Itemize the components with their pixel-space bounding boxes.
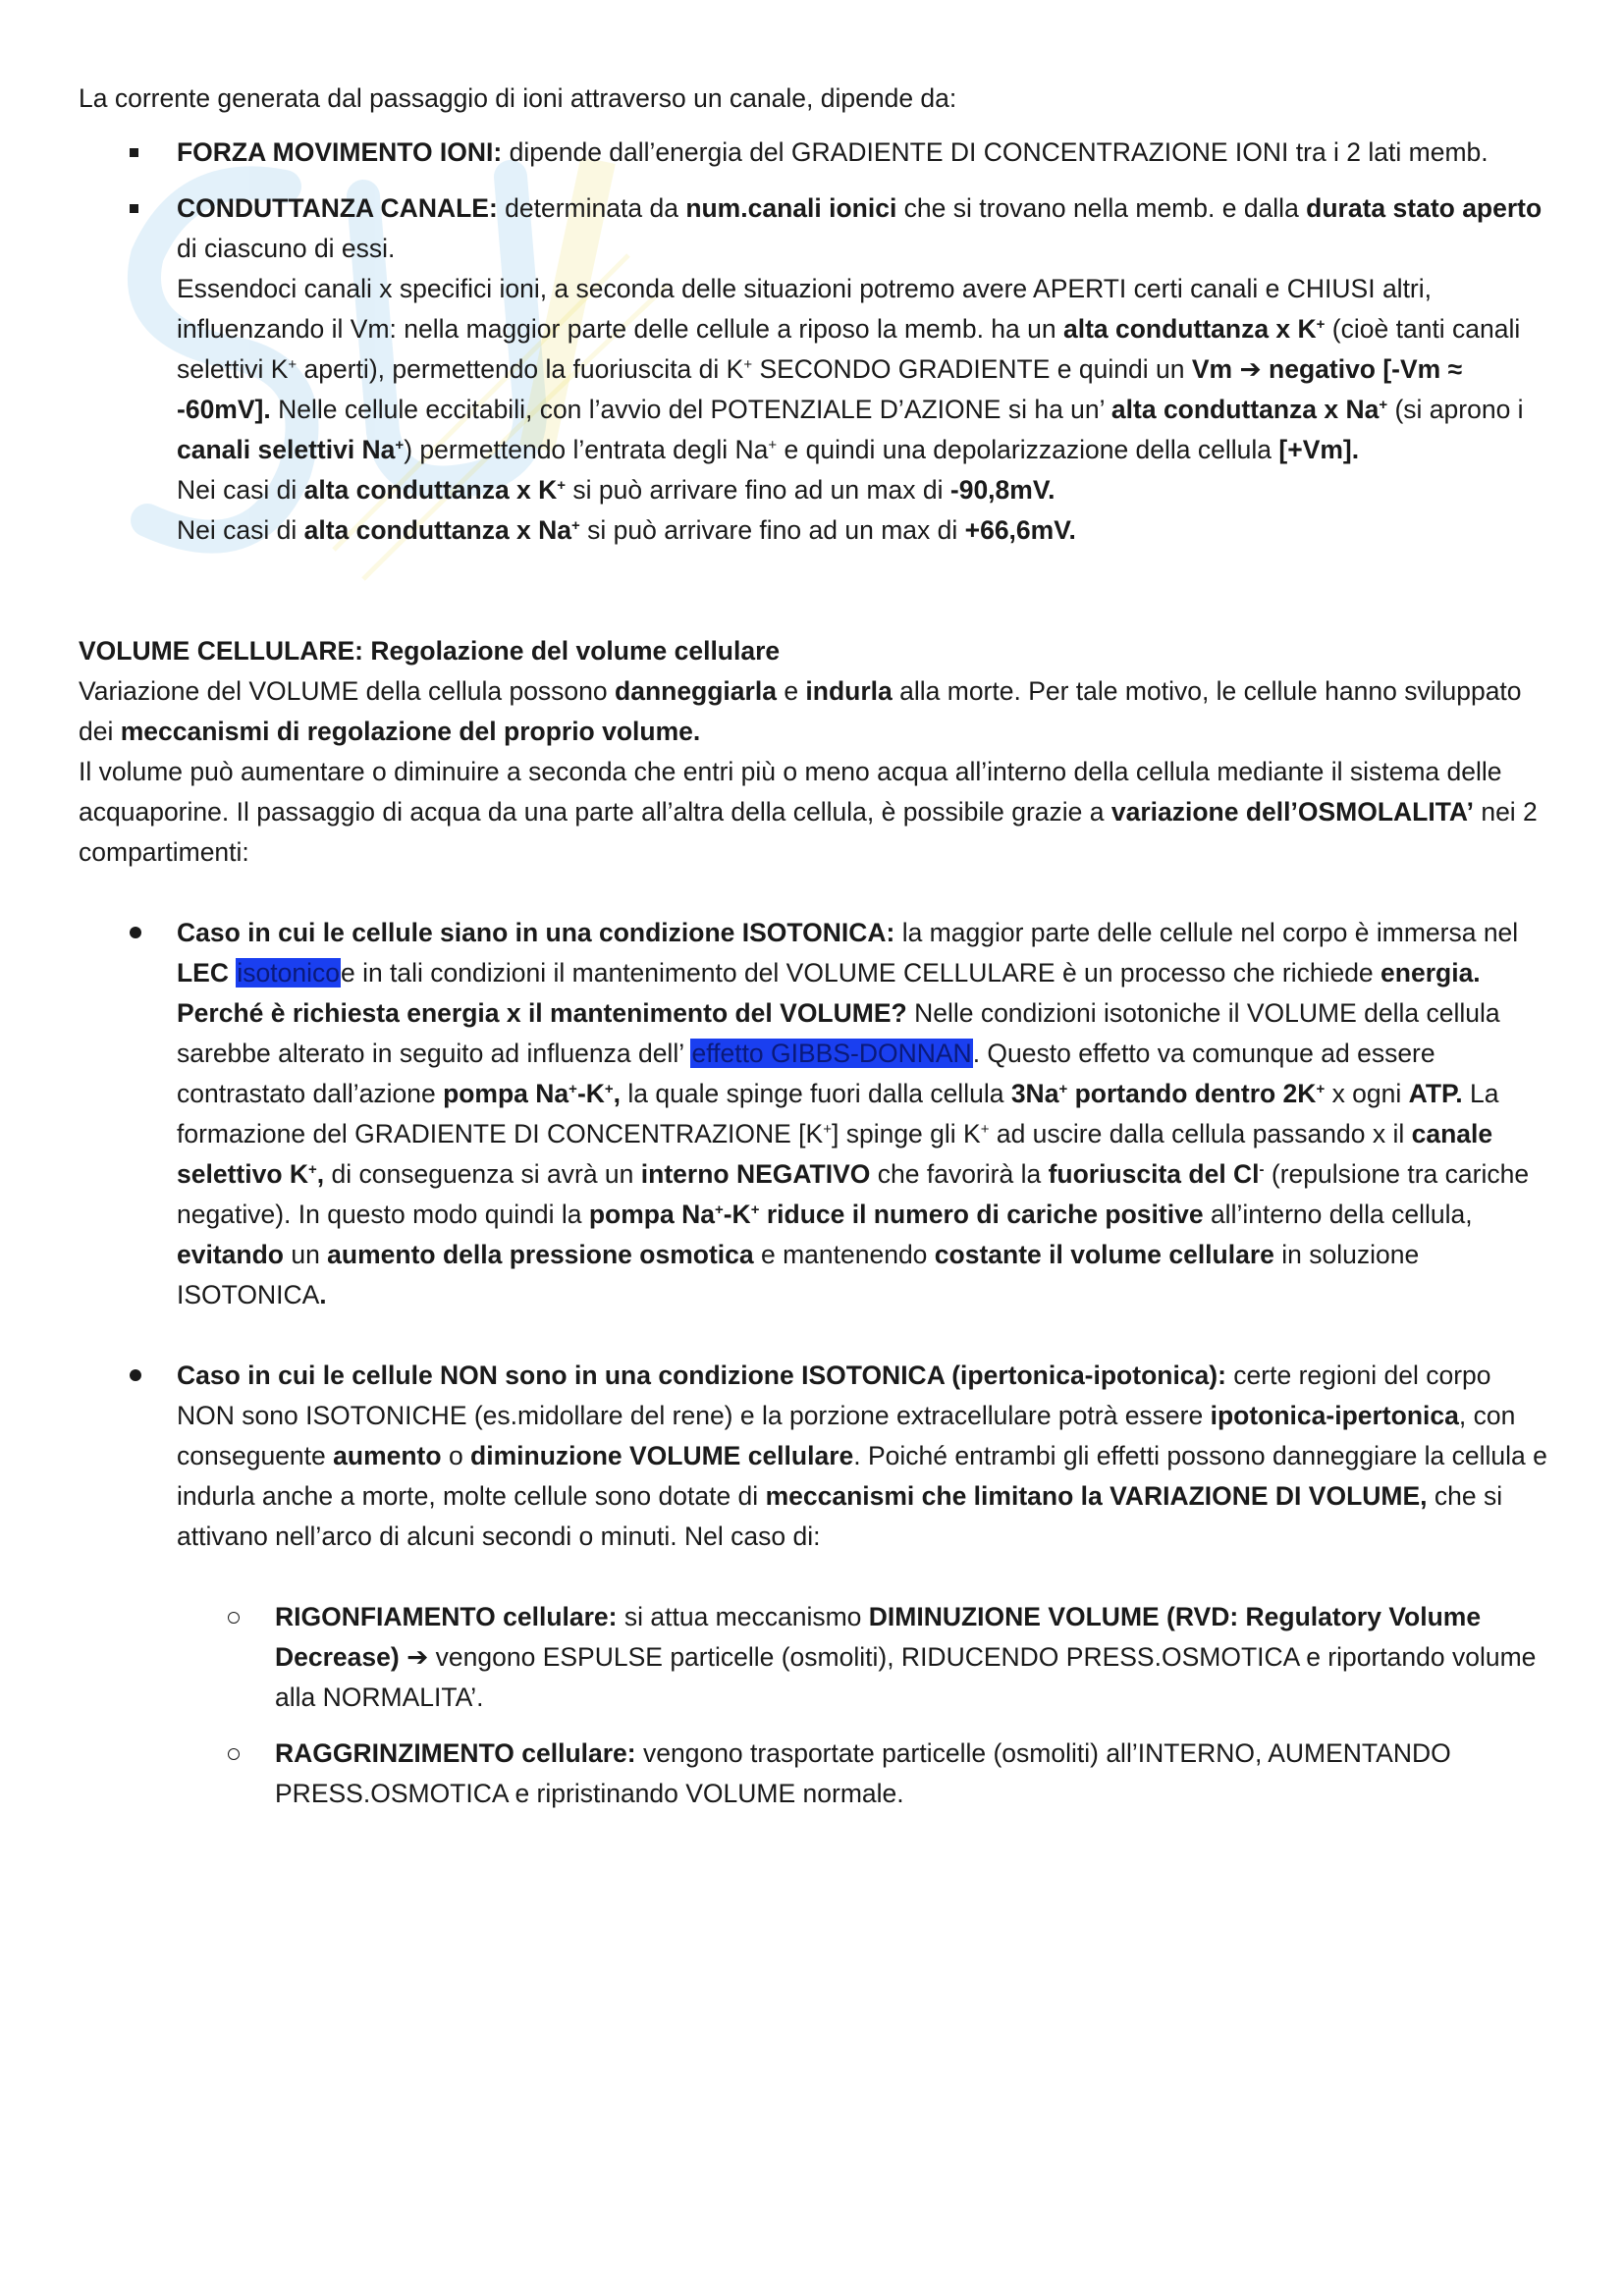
volume-para-1: Variazione del VOLUME della cellula possono danneggiarla e indurla alla morte. Per tale motivo, le cellule hanno sviluppato dei meccanismi di regolazione del proprio volume. (79, 676, 1522, 746)
arrow-icon: ➔ (406, 1642, 429, 1672)
isotonica-para-1: Caso in cui le cellule siano in una condizione ISOTONICA: la maggior parte delle cellule nel corpo è immersa nel LEC isotonicoe in tali condizioni il mantenimento del VOLUME CELLULARE è un processo che richiede energia. (177, 918, 1519, 988)
volume-para-2: Il volume può aumentare o diminuire a seconda che entri più o meno acqua all’interno della cellula mediante il sistema delle acquaporine. Il passaggio di acqua da una parte all’altra della cellula, è possibile grazie a variazione dell’OSMOLALITA’ nei 2 compartimenti: (79, 757, 1538, 867)
sub-bullet-rigonfiamento: RIGONFIAMENTO cellulare: si attua meccanismo DIMINUZIONE VOLUME (RVD: Regulatory Volume Decrease) ➔ vengono ESPULSE particelle (osmoliti), RIDUCENDO PRESS.OSMOTICA e riportando volume alla NORMALITA’. (275, 1597, 1551, 1718)
conduttanza-para-3: Nei casi di alta conduttanza x K+ si può arrivare fino ad un max di -90,8mV. (177, 475, 1056, 505)
bullet-non-isotonica: Caso in cui le cellule NON sono in una condizione ISOTONICA (ipertonica-ipotonica): certe regioni del corpo NON sono ISOTONICHE (es.midollare del rene) e la porzione extracellulare potrà essere ipotonica-ipertonica, con conseguente aumento o diminuzione VOLUME cellulare. Poiché entrambi gli effetti possono danneggiare la cellula e indurla anche a morte, molte cellule sono dotate di meccanismi che limitano la VARIAZIONE DI VOLUME, che si attivano nell’arco di alcuni secondi o minuti. Nel caso di: (79, 1356, 1551, 1557)
document-page (79, 79, 1551, 1814)
conduttanza-para-2: Essendoci canali x specifici ioni, a seconda delle situazioni potremo avere APERTI certi canali e CHIUSI altri, influenzando il Vm: nella maggior parte delle cellule a riposo la memb. ha un alta conduttanza x K+ (cioè tanti canali selettivi K+ aperti), permettendo la fuoriuscita di K+ SECONDO GRADIENTE e quindi un Vm ➔ negativo [-Vm ≈ -60mV]. Nelle cellule eccitabili, con l’avvio del POTENZIALE D’AZIONE si ha un’ alta conduttanza x Na+ (si aprono i canali selettivi Na+) permettendo l’entrata degli Na+ e quindi una depolarizzazione della cellula [+Vm]. (177, 274, 1524, 464)
bullet-isotonica (79, 913, 1551, 1315)
sub-bullet-raggrinzimento: RAGGRINZIMENTO cellulare: vengono trasportate particelle (osmoliti) all’INTERNO, AUMENTANDO PRESS.OSMOTICA e ripristinando VOLUME normale. (275, 1734, 1551, 1814)
volume-heading: VOLUME CELLULARE: Regolazione del volume cellulare (79, 636, 781, 666)
highlight-gibbs-donnan: effetto GIBBS-DONNAN (691, 1039, 972, 1068)
conduttanza-para-1: CONDUTTANZA CANALE: determinata da num.canali ionici che si trovano nella memb. e dalla durata stato aperto di ciascuno di essi. (177, 193, 1543, 263)
bullet-conduttanza-canale (79, 188, 1551, 551)
highlight-isotonico: isotonico (237, 958, 340, 988)
arrow-icon: ➔ (1239, 354, 1262, 384)
bullet-forza-movimento: FORZA MOVIMENTO IONI: dipende dall’energia del GRADIENTE DI CONCENTRAZIONE IONI tra i 2 lati memb. (79, 133, 1551, 173)
conduttanza-para-4: Nei casi di alta conduttanza x Na+ si può arrivare fino ad un max di +66,6mV. (177, 515, 1076, 545)
forza-title: FORZA MOVIMENTO IONI: (177, 137, 503, 167)
isotonica-para-2: Perché è richiesta energia x il mantenimento del VOLUME? Nelle condizioni isotoniche il VOLUME della cellula sarebbe alterato in seguito ad influenza dell’ effetto GIBBS-DONNAN. Questo effetto va comunque ad essere contrastato dall’azione pompa Na+-K+, la quale spinge fuori dalla cellula 3Na+ portando dentro 2K+ x ogni ATP. La formazione del GRADIENTE DI CONCENTRAZIONE [K+] spinge gli K+ ad uscire dalla cellula passando x il canale selettivo K+, di conseguenza si avrà un interno NEGATIVO che favorirà la fuoriuscita del Cl- (repulsione tra cariche negative). In questo modo quindi la pompa Na+-K+ riduce il numero di cariche positive all’interno della cellula, evitando un aumento della pressione osmotica e mantenendo costante il volume cellulare in soluzione ISOTONICA. (177, 998, 1530, 1309)
intro-text: La corrente generata dal passaggio di ioni attraverso un canale, dipende da: (79, 83, 957, 113)
